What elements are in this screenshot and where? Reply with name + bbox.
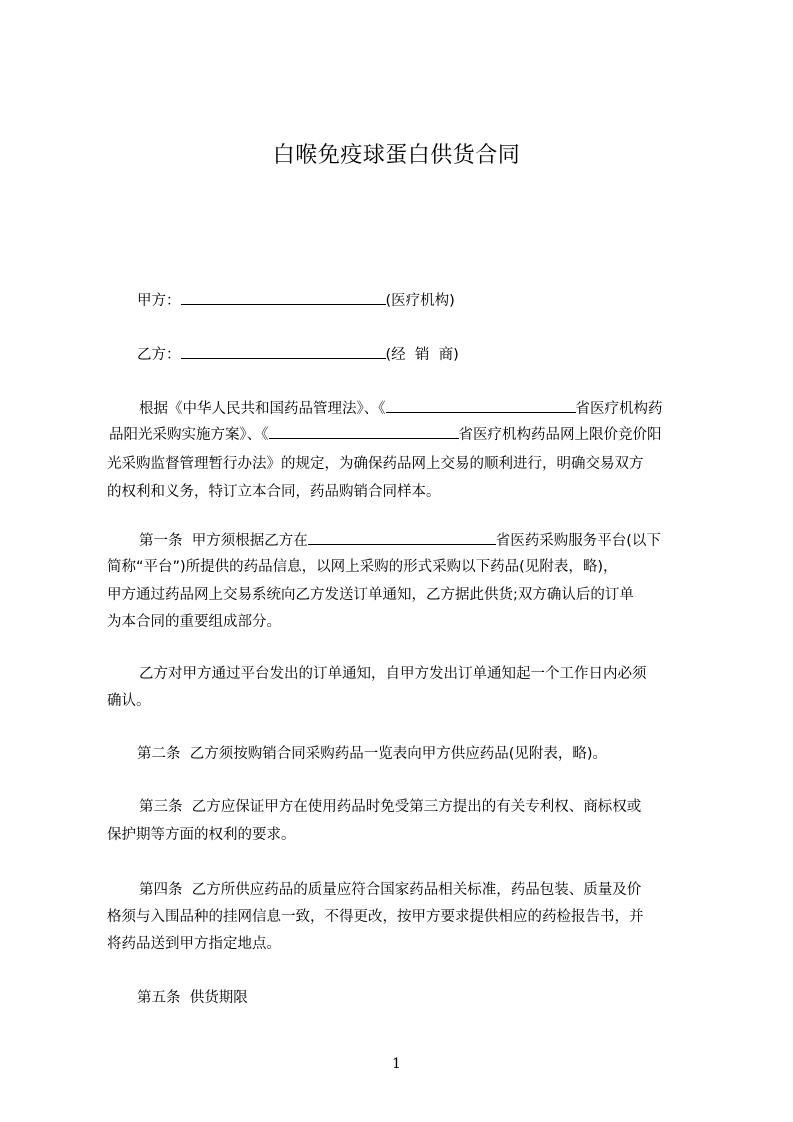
para1-text-2b: 省医疗机构药品网上限价竞价阳: [458, 427, 662, 443]
para1-text-2a: 品阳光采购实施方案》、《: [109, 427, 269, 443]
article4-line-2: 格须与入围品种的挂网信息一致，不得更改，按甲方要求提供相应的药检报告书，并: [107, 909, 644, 925]
party-b-line: [137, 344, 459, 365]
party-b-suffix: (经 销 商): [385, 347, 459, 363]
article2-line-1: 第二条 乙方须按购销合同采购药品一览表向甲方供应药品(见附表，略)。: [137, 746, 608, 762]
page-number: 1: [392, 1056, 401, 1072]
para1-text-1a: 根据《中华人民共和国药品管理法》、《: [139, 401, 386, 417]
article1-line-2: 简称“平台”)所提供的药品信息，以网上采购的形式采购以下药品(见附表，略)，: [107, 559, 618, 575]
party-a-label: 甲方：: [137, 293, 181, 309]
party-a-suffix: (医疗机构): [385, 293, 455, 309]
party-a-blank: [181, 290, 386, 305]
article3-line-1: 第三条 乙方应保证甲方在使用药品时免受第三方提出的有关专利权、商标权或: [139, 799, 642, 815]
article1-text-1a: 第一条 甲方须根据乙方在: [139, 533, 308, 549]
article1-text-1b: 省医药采购服务平台(以下: [495, 533, 661, 549]
para1-text-1b: 省医疗机构药: [575, 401, 663, 417]
para1-line-3: 光采购监督管理暂行办法》的规定，为确保药品网上交易的顺利进行，明确交易双方: [107, 456, 644, 472]
party-b-blank: [181, 344, 386, 359]
party-b-label: 乙方：: [137, 347, 181, 363]
article1-line-3: 甲方通过药品网上交易系统向乙方发送订单通知，乙方据此供货;双方确认后的订单: [107, 587, 634, 603]
article3-line-2: 保护期等方面的权利的要求。: [107, 827, 296, 843]
article4-line-1: 第四条 乙方所供应药品的质量应符合国家药品相关标准，药品包装、质量及价: [139, 882, 642, 898]
confirm-line-2: 确认。: [107, 693, 151, 709]
para1-line-2: [109, 424, 662, 445]
para1-blank-1: [386, 398, 576, 413]
para1-blank-2: [269, 424, 459, 439]
article1-line-4: 为本合同的重要组成部分。: [107, 614, 281, 630]
para1-line-4: 的权利和义务，特订立本合同，药品购销合同样本。: [107, 484, 441, 500]
para1-line-1: [139, 398, 663, 419]
article1-line-1: [139, 530, 661, 551]
confirm-line-1: 乙方对甲方通过平台发出的订单通知，自甲方发出订单通知起一个工作日内必须: [139, 666, 647, 682]
party-a-line: [137, 290, 455, 311]
article4-line-3: 将药品送到甲方指定地点。: [107, 936, 281, 952]
article1-blank: [308, 530, 496, 545]
article5-line-1: 第五条 供货期限: [137, 990, 248, 1006]
document-title: 白喉免疫球蛋白供货合同: [272, 143, 521, 168]
